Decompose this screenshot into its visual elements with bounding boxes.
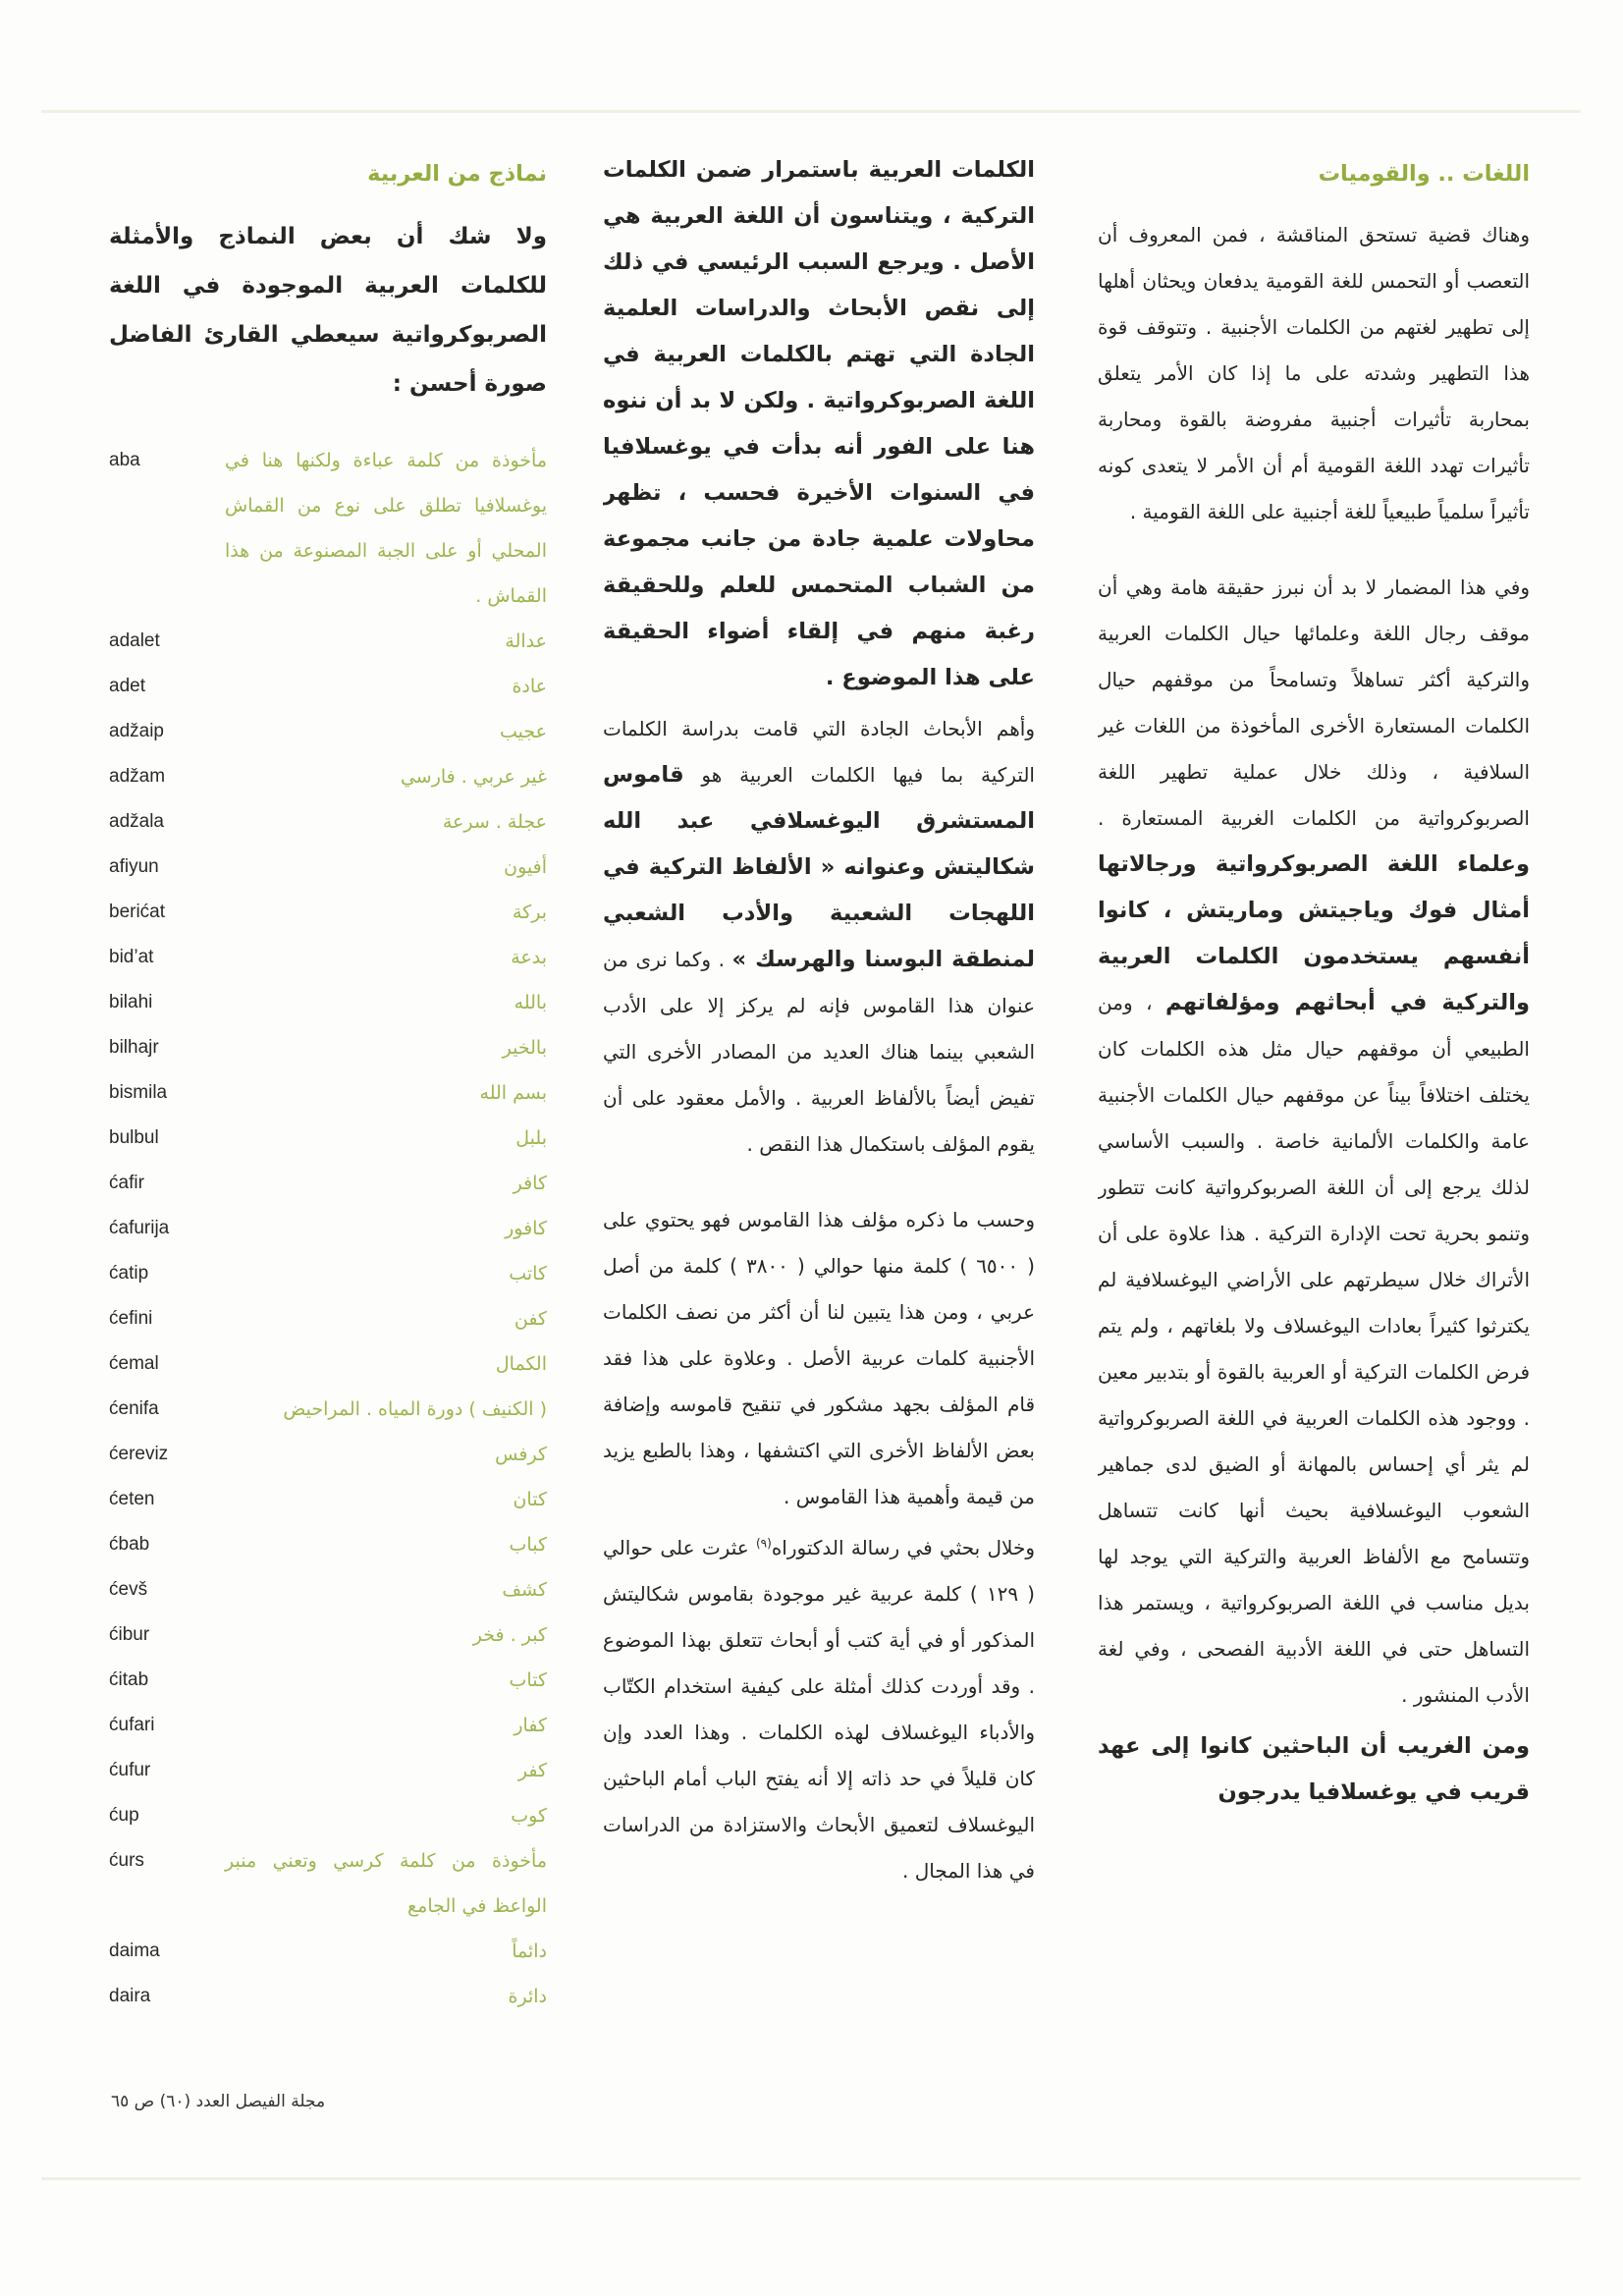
arabic-meaning: دائرة: [508, 1986, 547, 2007]
arabic-meaning: بلبل: [515, 1127, 547, 1149]
paragraph-2: [603, 706, 1035, 1168]
arabic-meaning: بالخير: [502, 1037, 547, 1059]
latin-word: bid’at: [109, 947, 154, 967]
latin-word: bulbul: [109, 1127, 159, 1148]
paragraph-text: ، ومن الطبيعي أن موقفهم حيال مثل هذه الكلمات كان يختلف اختلافاً بيناً عن موقفهم حيال الكلمات الأجنبية عامة والكلمات الألمانية خاصة . والسبب الأساسي لذلك يرجع إلى أن اللغة الصربوكرواتية كانت تتطور وتنمو بحرية تحت الإدارة التركية . هذا علاوة على أن الأتراك خلال سيطرتهم على الأراضي اليوغسلافية لم يكترثوا كثيراً بعادات اليوغسلاف ولا بلغاتهم ، ولم يتم فرض الكلمات التركية أو العربية بالقوة أو بتدبير معين . ووجود هذه الكلمات العربية في اللغة الصربوكرواتية لم يثر أي إحساس بالمهانة أو الضيق لدى جماهير الشعوب اليوغسلافية بحيث أنها كانت تتساهل وتتسامح مع الألفاظ العربية والتركية التي يوجد لها بديل مناسب في اللغة الصربوكرواتية ، ويستمر هذا التساهل حتى في اللغة الأدبية الفصحى ، وفي لغة الأدب المنشور .: [1098, 991, 1530, 1707]
arabic-meaning: بركة: [512, 902, 547, 923]
latin-word: ćufur: [109, 1760, 151, 1780]
arabic-meaning: ( الكنيف ) دورة المياه . المراحيض: [283, 1398, 547, 1420]
list-item: [109, 1974, 547, 2019]
paragraph-1: الكلمات العربية باستمرار ضمن الكلمات التركية ، ويتناسون أن اللغة العربية هي الأصل . ويرجع السبب الرئيسي في ذلك إلى نقص الأبحاث والدراسات العلمية الجادة التي تهتم بالكلمات العربية في اللغة الصربوكرواتية . ولكن لا بد أن ننوه هنا على الفور أنه بدأت في يوغسلافيا في السنوات الأخيرة فحسب ، تظهر محاولات علمية جادة من جانب مجموعة من الشباب المتحمس للعلم وللحقيقة رغبة منهم في إلقاء أضواء الحقيقة على هذا الموضوع .: [603, 157, 1035, 690]
list-item: [109, 754, 547, 799]
paragraph-3: ومن الغريب أن الباحثين كانوا إلى عهد قريب في يوغسلافيا يدرجون: [1098, 1733, 1530, 1805]
arabic-meaning: مأخوذة من كلمة عباءة ولكنها هنا في يوغسلافيا تطلق على نوع من القماش المحلي أو على الجبة المصنوعة من هذا القماش .: [225, 450, 547, 607]
list-item: [109, 709, 547, 754]
arabic-meaning: كتاب: [509, 1669, 547, 1691]
latin-word: bilhajr: [109, 1037, 159, 1058]
list-item: [109, 890, 547, 935]
list-item: [109, 1477, 547, 1522]
list-item: [109, 1251, 547, 1296]
list-item: [109, 1025, 547, 1070]
latin-word: ćenifa: [109, 1398, 159, 1419]
latin-word: bilahi: [109, 992, 153, 1012]
paragraph-2: [1098, 565, 1530, 1719]
latin-word: ćufari: [109, 1715, 155, 1735]
arabic-meaning: كبر . فخر: [472, 1624, 547, 1646]
list-item: [109, 1070, 547, 1116]
paragraph-1: وهناك قضية تستحق المناقشة ، فمن المعروف أن التعصب أو التحمس للغة القومية يدفعان ويحثان أهلها إلى تطهير لغتهم من الكلمات الأجنبية . وتتوقف قوة هذا التطهير وشدته على ما إذا كان الأمر يتعلق بمحاربة تأثيرات أجنبية مفروضة بالقوة ومحاربة تأثيرات تهدد اللغة القومية أم أن الأمر لا يتعدى كونه تأثيراً سلمياً طبيعياً للغة أجنبية على اللغة القومية .: [1098, 223, 1530, 523]
paragraph-3: وحسب ما ذكره مؤلف هذا القاموس فهو يحتوي على ( ٦٥٠٠ ) كلمة منها حوالي ( ٣٨٠٠ ) كلمة من أصل عربي ، ومن هذا يتبين لنا أن أكثر من نصف الكلمات الأجنبية كلمات عربية الأصل . وعلاوة على هذا فقد قام المؤلف بجهد مشكور في تنقيح قاموسه وإضافة بعض الألفاظ الأخرى التي اكتشفها ، وهذا بالطبع يزيد من قيمة وأهمية هذا القاموس .: [603, 1208, 1035, 1508]
bold-text: وعلماء اللغة الصربوكرواتية ورجالاتها أمثال فوك وياجيتش وماريتش ، كانوا أنفسهم يستخدمون الكلمات العربية والتركية في أبحاثهم ومؤلفاتهم: [1098, 851, 1530, 1015]
list-item: [109, 664, 547, 709]
list-item: [109, 845, 547, 890]
column-languages-nationalisms: [1098, 147, 1530, 2077]
arabic-meaning: عجلة . سرعة: [442, 811, 547, 833]
arabic-meaning: أفيون: [504, 856, 547, 878]
arabic-meaning: عادة: [512, 676, 547, 697]
column-continuation: [603, 147, 1035, 2077]
list-item: [109, 1387, 547, 1432]
latin-word: ćefini: [109, 1308, 153, 1329]
latin-word: ćafir: [109, 1173, 144, 1193]
arabic-meaning: عدالة: [505, 630, 547, 652]
list-item: [109, 1522, 547, 1567]
arabic-meaning: دائماً: [512, 1941, 547, 1962]
arabic-meaning: كفار: [514, 1715, 547, 1736]
column-arabic-examples: [109, 147, 547, 2077]
latin-word: ćereviz: [109, 1444, 169, 1464]
paragraph-text: . وكما نرى من عنوان هذا القاموس فإنه لم يركز إلا على الأدب الشعبي بينما هناك العديد من المصادر الأخرى التي تفيض أيضاً بالألفاظ العربية . والأمل معقود على أن يقوم المؤلف باستكمال هذا النقص .: [603, 948, 1035, 1156]
list-item: [109, 1116, 547, 1161]
arabic-meaning: كرفس: [495, 1444, 547, 1465]
arabic-meaning: بدعة: [511, 947, 547, 968]
list-item: [109, 1793, 547, 1838]
intro-paragraph: ولا شك أن بعض النماذج والأمثلة للكلمات العربية الموجودة في اللغة الصربوكرواتية سيعطي القارئ الفاضل صورة أحسن :: [109, 224, 547, 397]
latin-word: bismila: [109, 1082, 168, 1103]
latin-word: adžala: [109, 811, 164, 832]
list-item: [109, 1748, 547, 1793]
latin-word: ćevš: [109, 1579, 148, 1600]
latin-word: ćibur: [109, 1624, 150, 1645]
arabic-meaning: عجيب: [500, 721, 547, 742]
arabic-meaning: كباب: [509, 1534, 547, 1556]
paragraph-text: وفي هذا المضمار لا بد أن نبرز حقيقة هامة وهي أن موقف رجال اللغة وعلمائها حيال الكلمات العربية والتركية أكثر تساهلاً وتسامحاً من موقفهم حيال الكلمات المستعارة الأخرى المأخوذة من اللغات غير السلافية ، وذلك خلال عملية تطهير اللغة الصربوكرواتية من الكلمات الغربية المستعارة .: [1098, 575, 1530, 830]
latin-word: adžam: [109, 766, 166, 787]
list-item: [109, 1567, 547, 1613]
arabic-meaning: كفر: [517, 1760, 547, 1781]
latin-word: ćitab: [109, 1669, 149, 1690]
list-item: [109, 1613, 547, 1658]
word-list: [109, 438, 547, 2019]
list-item: [109, 619, 547, 664]
latin-word: daira: [109, 1986, 151, 2006]
arabic-meaning: كافر: [513, 1173, 547, 1194]
arabic-meaning: كشف: [502, 1579, 547, 1601]
paragraph-4: [603, 1525, 1035, 1894]
arabic-meaning: غير عربي . فارسي: [400, 766, 547, 788]
list-item: [109, 1341, 547, 1387]
arabic-meaning: بسم الله: [479, 1082, 547, 1104]
latin-word: ćemal: [109, 1353, 159, 1374]
section-heading: نماذج من العربية: [367, 161, 547, 187]
list-item: [109, 1838, 547, 1929]
arabic-meaning: بالله: [514, 992, 547, 1013]
latin-word: adžaip: [109, 721, 164, 741]
arabic-meaning: كفن: [514, 1308, 547, 1330]
list-item: [109, 1296, 547, 1341]
list-item: [109, 799, 547, 845]
latin-word: afiyun: [109, 856, 159, 877]
arabic-meaning: كافور: [505, 1218, 547, 1239]
list-item: [109, 438, 547, 619]
footnote-marker: (٩): [755, 1536, 772, 1551]
arabic-meaning: مأخوذة من كلمة كرسي وتعني منبر الواعظ في الجامع: [225, 1850, 547, 1917]
bold-text: قاموس المستشرق اليوغسلافي عبد الله شكاليتش وعنوانه « الألفاظ التركية في اللهجات الشعبية والأدب الشعبي لمنطقة البوسنا والهرسك »: [603, 762, 1035, 972]
latin-word: ćbab: [109, 1534, 150, 1555]
arabic-meaning: كتان: [513, 1489, 547, 1510]
latin-word: ćurs: [109, 1850, 144, 1871]
latin-word: aba: [109, 450, 140, 470]
list-item: [109, 980, 547, 1025]
list-item: [109, 1206, 547, 1251]
latin-word: ćafurija: [109, 1218, 170, 1238]
latin-word: berićat: [109, 902, 166, 922]
arabic-meaning: كاتب: [509, 1263, 547, 1285]
list-item: [109, 1703, 547, 1748]
bottom-divider: [41, 2177, 1581, 2180]
paragraph-text: وأهم الأبحاث الجادة التي قامت بدراسة الكلمات التركية بما فيها الكلمات العربية هو: [603, 717, 1035, 787]
latin-word: daima: [109, 1941, 160, 1961]
top-divider: [41, 110, 1581, 113]
latin-word: ćeten: [109, 1489, 155, 1509]
list-item: [109, 1432, 547, 1477]
latin-word: ćatip: [109, 1263, 149, 1284]
list-item: [109, 935, 547, 980]
latin-word: adalet: [109, 630, 160, 651]
paragraph-text: عثرت على حوالي ( ١٢٩ ) كلمة عربية غير موجودة بقاموس شكاليتش المذكور أو في أية كتب أو أبحاث تتعلق بهذا الموضوع . وقد أوردت كذلك أمثلة على كيفية استخدام الكتّاب والأدباء اليوغسلاف لهذه الكلمات . وهذا العدد وإن كان قليلاً في حد ذاته إلا أنه يفتح الباب أمام الباحثين اليوغسلاف لتعميق الأبحاث والاستزادة من الدراسات في هذا المجال .: [603, 1536, 1035, 1883]
latin-word: ćup: [109, 1805, 139, 1826]
arabic-meaning: الكمال: [495, 1353, 547, 1375]
page-footer: مجلة الفيصل العدد (٦٠) ص ٦٥: [111, 2092, 326, 2111]
list-item: [109, 1658, 547, 1703]
paragraph-text: وخلال بحثي في رسالة الدكتوراه: [771, 1536, 1035, 1559]
section-heading: اللغات .. والقوميات: [1318, 161, 1530, 187]
list-item: [109, 1161, 547, 1206]
arabic-meaning: كوب: [511, 1805, 547, 1827]
latin-word: adet: [109, 676, 145, 696]
list-item: [109, 1929, 547, 1974]
